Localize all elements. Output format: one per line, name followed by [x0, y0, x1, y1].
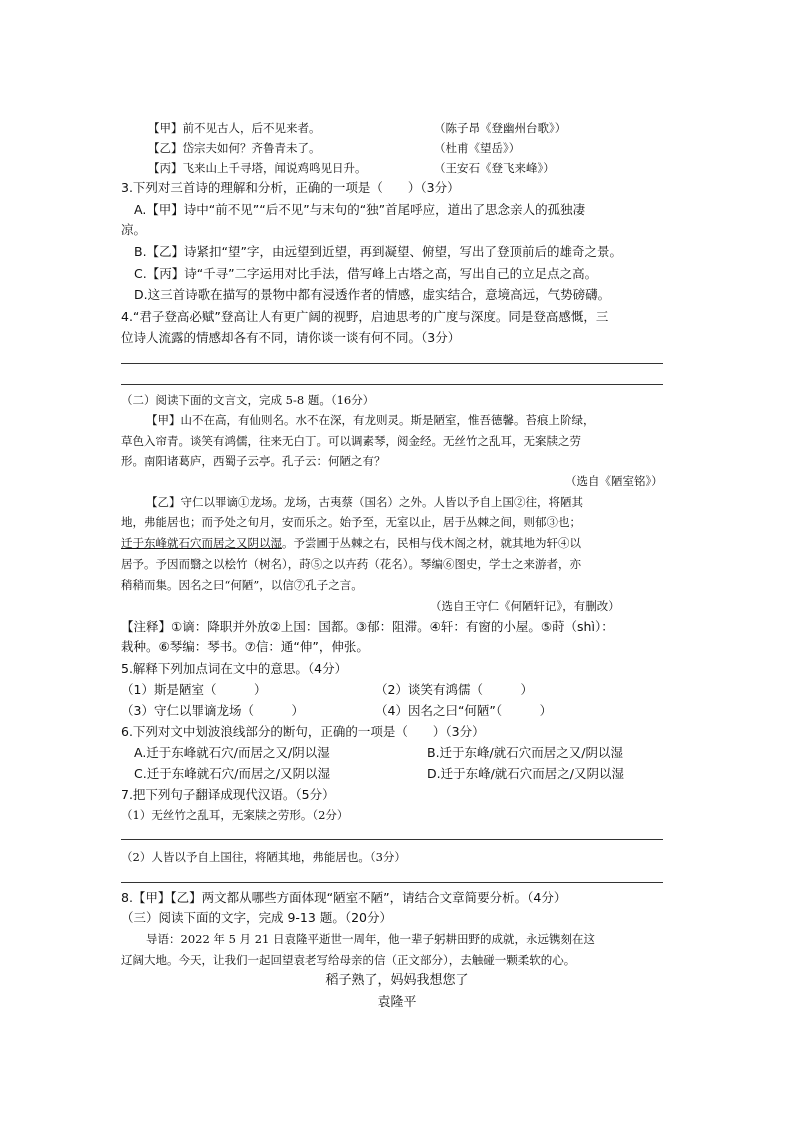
- poem-jia-tag: 【甲】: [148, 121, 183, 135]
- q7-sentence2: （2）人皆以予自上国往，将陋其地，弗能居也。（3分）: [121, 850, 406, 864]
- text-yi-source: （选自王守仁《何陋轩记》，有删改）: [430, 599, 620, 613]
- q3-stem: 3.下列对三首诗的理解和分析，正确的一项是（ ）（3分）: [121, 180, 460, 195]
- q3-option-a: A.【甲】诗中“前不见”“后不见”与末句的“独”首尾呼应，道出了思念亲人的孤独凄: [134, 202, 586, 217]
- text-yi-line2: 地，弗能居也；而予处之旬月，安而乐之。始予至，无室以止，居于丛棘之间，则郁③也；: [121, 515, 581, 529]
- poem-bing: [148, 159, 367, 177]
- wavy-underlined-sentence: 迁于东峰就石穴而居之又阴以湿: [121, 536, 282, 550]
- poem-yi-line: 岱宗夫如何？齐鲁青未了。: [182, 141, 321, 155]
- text-jia-source: （选自《陋室铭》）: [565, 474, 663, 488]
- q3-option-c: C.【丙】诗“千寻”二字运用对比手法，借写峰上古塔之高，写出自己的立足点之高。: [134, 266, 598, 281]
- text-yi-line3: [121, 534, 581, 552]
- q6-option-d: D.迁于东峰/就石穴而居之/又阴以湿: [427, 766, 625, 781]
- q5-item4: （4）因名之曰“何陋”（ ）: [375, 703, 553, 718]
- poem-bing-source: （王安石《登飞来峰》）: [434, 161, 555, 175]
- poem-yi-source: （杜甫《望岳》）: [434, 141, 521, 155]
- text-jia-line2: 草色入帘青。谈笑有鸿儒，往来无白丁。可以调素琴，阅金经。无丝竹之乱耳，无案牍之劳: [121, 434, 581, 448]
- q3-option-d: D.这三首诗歌在描写的景物中都有浸透作者的情感，虚实结合，意境高远，气势磅礴。: [134, 287, 611, 302]
- q8-stem: 8.【甲】【乙】两文都从哪些方面体现“陋室不陋”，请结合文章简要分析。（4分）: [121, 890, 567, 905]
- text-yi-line5: 稍稍而集。因名之曰“何陋”，以信⑦孔子之言。: [121, 578, 363, 592]
- poem-jia-line: 前不见古人，后不见来者。: [182, 121, 321, 135]
- q5-item2: （2）谈笑有鸿儒（ ）: [375, 682, 533, 697]
- notes-line1: 【注释】①谪：降职并外放②上国：国都。③郁：阻滞。④轩：有窗的小屋。⑤莳（shì）：: [121, 619, 614, 634]
- answer-line: [121, 363, 663, 364]
- answer-line: [121, 839, 663, 840]
- poem-jia: [148, 119, 321, 137]
- q6-option-c: C.迁于东峰就石穴/而居之/又阴以湿: [134, 766, 331, 781]
- q5-item3: （3）守仁以罪谪龙场（ ）: [121, 703, 304, 718]
- section3-heading: （三）阅读下面的文字，完成 9-13 题。（20分）: [121, 910, 392, 925]
- answer-line: [121, 882, 663, 883]
- q7-stem: 7.把下列句子翻译成现代汉语。（5分）: [121, 787, 335, 802]
- poem-jia-source: （陈子昂《登幽州台歌》）: [434, 121, 567, 135]
- text-jia-line1: 【甲】山不在高，有仙则名。水不在深，有龙则灵。斯是陋室，惟吾德馨。苔痕上阶绿，: [146, 413, 595, 427]
- q3-option-b: B.【乙】诗紧扣“望”字，由远望到近望，再到凝望、俯望，写出了登顶前后的雄奇之景。: [134, 244, 623, 259]
- section2-heading: （二）阅读下面的文言文，完成 5-8 题。（16分）: [121, 393, 375, 407]
- text-yi-line4: 居予。予因而翳之以桧竹（树名），莳⑤之以卉药（花名）。琴编⑥图史，学士之来游者，亦: [121, 557, 581, 571]
- article-author: 袁隆平: [377, 995, 417, 1010]
- poem-yi-tag: 【乙】: [148, 141, 183, 155]
- q5-item1: （1）斯是陋室（ ）: [121, 682, 267, 697]
- notes-line2: 栽种。⑥琴编：琴书。⑦信：通“伸”，伸张。: [121, 639, 369, 654]
- q4-stem-cont: 位诗人流露的情感却各有不同，请你谈一谈有何不同。（3分）: [121, 330, 461, 345]
- q5-stem: 5.解释下列加点词在文中的意思。（4分）: [121, 661, 348, 676]
- text-yi-line3-rest: 。予尝圃于丛棘之右，民相与伐木阁之材，就其地为轩④以: [282, 536, 581, 550]
- intro-line2: 辽阔大地。今天，让我们一起回望袁老写给母亲的信（正文部分），去触碰一颗柔软的心。: [121, 953, 576, 967]
- intro-line1: 导语：2022 年 5 月 21 日袁隆平逝世一周年，他一辈子躬耕田野的成就，永远镌刻在这: [146, 932, 595, 946]
- q7-sentence1: （1）无丝竹之乱耳，无案牍之劳形。（2分）: [121, 808, 349, 822]
- poem-bing-tag: 【丙】: [148, 161, 183, 175]
- q6-option-b: B.迁于东峰/就石穴而居之又/阴以湿: [427, 745, 623, 760]
- q6-stem: 6.下列对文中划波浪线部分的断句，正确的一项是（ ）（3分）: [121, 724, 485, 739]
- text-yi-line1: 【乙】守仁以罪谪①龙场。龙场，古夷蔡（国名）之外。人皆以予自上国②往，将陋其: [146, 495, 583, 509]
- poem-bing-line: 飞来山上千寻塔，闻说鸡鸣见日升。: [182, 161, 367, 175]
- q3-option-a-cont: 凉。: [121, 222, 147, 237]
- answer-line: [121, 384, 663, 385]
- poem-yi: [148, 139, 321, 157]
- q6-option-a: A.迁于东峰就石穴/而居之又/阴以湿: [134, 745, 330, 760]
- article-title: 稻子熟了，妈妈我想您了: [325, 973, 469, 988]
- text-jia-line3: 形。南阳诸葛庐，西蜀子云亭。孔子云：何陋之有？: [121, 454, 386, 468]
- q4-stem: 4.“君子登高必赋”登高让人有更广阔的视野，启迪思考的广度与深度。同是登高感慨，三: [121, 309, 609, 324]
